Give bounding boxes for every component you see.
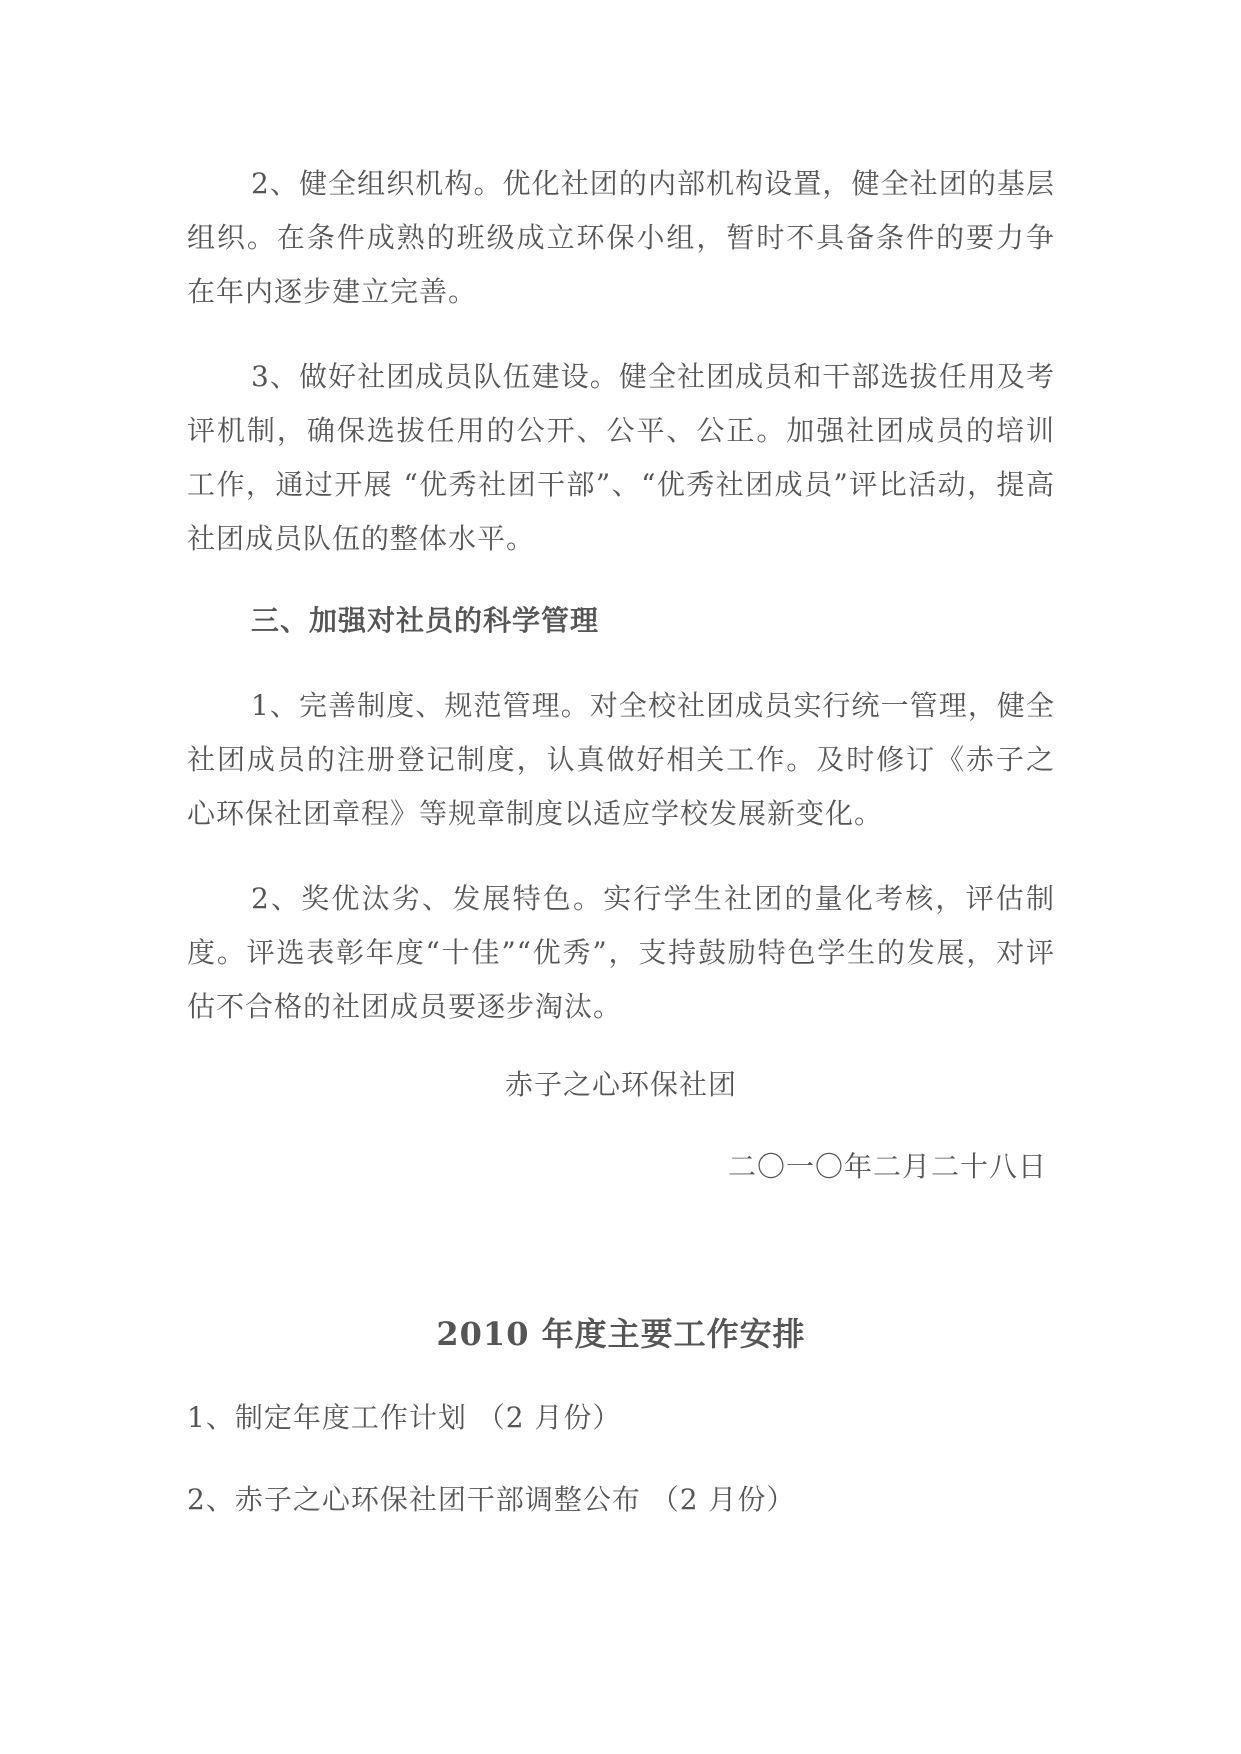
signature: 赤子之心环保社团 <box>504 1068 737 1101</box>
paragraph-evaluation: 2、奖优汰劣、发展特色。实行学生社团的量化考核，评估制度。评选表彰年度“十佳”“优秀”，支持鼓励特色学生的发展，对评估不合格的社团成员要逐步淘汰。 <box>187 882 1055 1023</box>
list-item: 1、制定年度工作计划 （2 月份） <box>187 1401 622 1434</box>
paragraph-team-building: 3、做好社团成员队伍建设。健全社团成员和干部选拔任用及考评机制，确保选拔任用的公开、公平、公正。加强社团成员的培训工作，通过开展 “优秀社团干部”、“优秀社团成员”评比活动，提高社团成员队伍的整体水平。 <box>187 360 1055 555</box>
paragraph-organization: 2、健全组织机构。优化社团的内部机构设置，健全社团的基层组织。在条件成熟的班级成立环保小组，暂时不具备条件的要力争在年内逐步建立完善。 <box>187 167 1055 308</box>
list-item: 2、赤子之心环保社团干部调整公布 （2 月份） <box>187 1483 796 1516</box>
date-line: 二〇一〇年二月二十八日 <box>727 1150 1047 1183</box>
section-heading: 三、加强对社员的科学管理 <box>251 604 600 637</box>
schedule-title: 2010 年度主要工作安排 <box>436 1315 806 1353</box>
paragraph-management-rules: 1、完善制度、规范管理。对全校社团成员实行统一管理，健全社团成员的注册登记制度，认真做好相关工作。及时修订《赤子之心环保社团章程》等规章制度以适应学校发展新变化。 <box>187 689 1055 830</box>
